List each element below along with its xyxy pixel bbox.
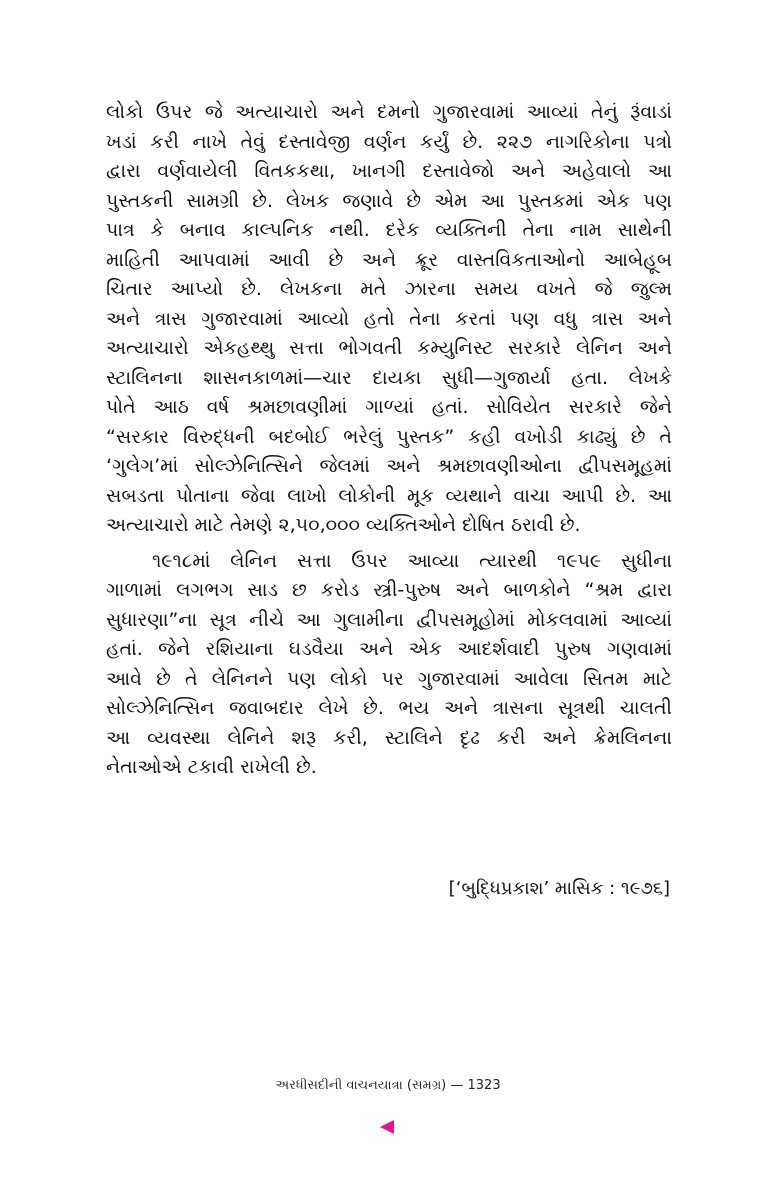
paragraph-1 [106,98,672,541]
text-line: ખડાં કરી નાખે તેવું દસ્તાવેજી વર્ણન કર્યું છે. ૨૨૭ નાગરિકોના પત્રો [106,130,672,153]
text-line: સોલ્ઝેનિત્સિન જવાબદાર લેખે છે. ભય અને ત્રાસના સૂત્રથી ચાલતી [106,697,672,719]
text-line: માહિતી આપવામાં આવી છે અને ક્રૂર વાસ્તવિકતાઓનો આબેહૂબ [106,248,672,271]
text-line: આ વ્યવસ્થા લેનિને શરૂ કરી, સ્ટાલિને દૃઢ કરી અને ક્રેમલિનના [106,726,672,749]
text-line: પુસ્તકની સામગ્રી છે. લેખક જણાવે છે એમ આ પુસ્તકમાં એક પણ [106,189,672,212]
text-line: અત્યાચારો એકહથ્થુ સત્તા ભોગવતી કમ્યુનિસ્ટ સરકારે લેનિન અને [106,337,672,359]
text-line: લોકો ઉપર જે અત્યાચારો અને દમનો ગુજારવામાં આવ્યાં તેનું રૂંવાડાં [106,101,672,123]
text-line: સ્ટાલિનના શાસનકાળમાં—ચાર દાયકા સુધી—ગુજાર્યા હતા. લેખકે [106,366,672,389]
text-line: સબડતા પોતાના જેવા લાખો લોકોની મૂક વ્યથાને વાચા આપી છે. આ [106,484,672,507]
triangle-left-icon[interactable] [380,1120,394,1134]
text-line: ગાળામાં લગભગ સાડ છ કરોડ સ્ત્રી-પુરુષ અને બાળકોને “શ્રમ દ્વારા [106,579,672,601]
text-line: “સરકાર વિરુદ્ધની બદબોઈ ભરેલું પુસ્તક” કહી વખોડી કાઢ્યું છે તે [106,425,672,448]
text-line: પાત્ર કે બનાવ કાલ્પનિક નથી. દરેક વ્યક્તિની તેના નામ સાથેની [106,219,672,241]
text-line: હતાં. જેને રશિયાના ઘડવૈયા અને એક આદર્શવાદી પુરુષ ગણવામાં [106,638,672,660]
paragraph-2 [106,547,672,783]
citation: [‘બુદ્ધિપ્રકાશ’ માસિક : ૧૯૭૬] [448,878,670,899]
text-line: ચિતાર આપ્યો છે. લેખકના મતે ઝારના સમય વખતે જે જુલ્મ [106,278,672,300]
text-line: આવે છે તે લેનિનને પણ લોકો પર ગુજારવામાં આવેલા સિતમ માટે [106,667,672,690]
text-line: ૧૯૧૮માં લેનિન સત્તા ઉપર આવ્યા ત્યારથી ૧૯૫૯ સુધીના [152,549,672,572]
text-line: દ્વારા વર્ણવાયેલી વિતકકથા, ખાનગી દસ્તાવેજો અને અહેવાલો આ [106,160,672,182]
text-line: સુધારણા”ના સૂત્ર નીચે આ ગુલામીના દ્વીપસમૂહોમાં મોકલવામાં આવ્યાં [106,608,672,631]
text-line: અને ત્રાસ ગુજારવામાં આવ્યો હતો તેના કરતાં પણ વધુ ત્રાસ અને [106,307,672,330]
text-line: અત્યાચારો માટે તેમણે ૨,૫૦,૦૦૦ વ્યક્તિઓને દોષિત ઠરાવી છે. [106,514,581,536]
page-footer: અરધીસદીની વાચનયાત્રા (સમગ્ર) — 1323 [275,1078,501,1093]
text-line: ‘ગુલેગ’માં સોલ્ઝેનિત્સિને જેલમાં અને શ્રમછાવણીઓના દ્વીપસમૂહમાં [106,455,672,477]
text-line: નેતાઓએ ટકાવી રાખેલી છે. [106,756,317,778]
text-line: પોતે આઠ વર્ષ શ્રમછાવણીમાં ગાળ્યાં હતાં. સોવિયેત સરકારે જેને [106,396,672,418]
body-text [106,98,672,783]
